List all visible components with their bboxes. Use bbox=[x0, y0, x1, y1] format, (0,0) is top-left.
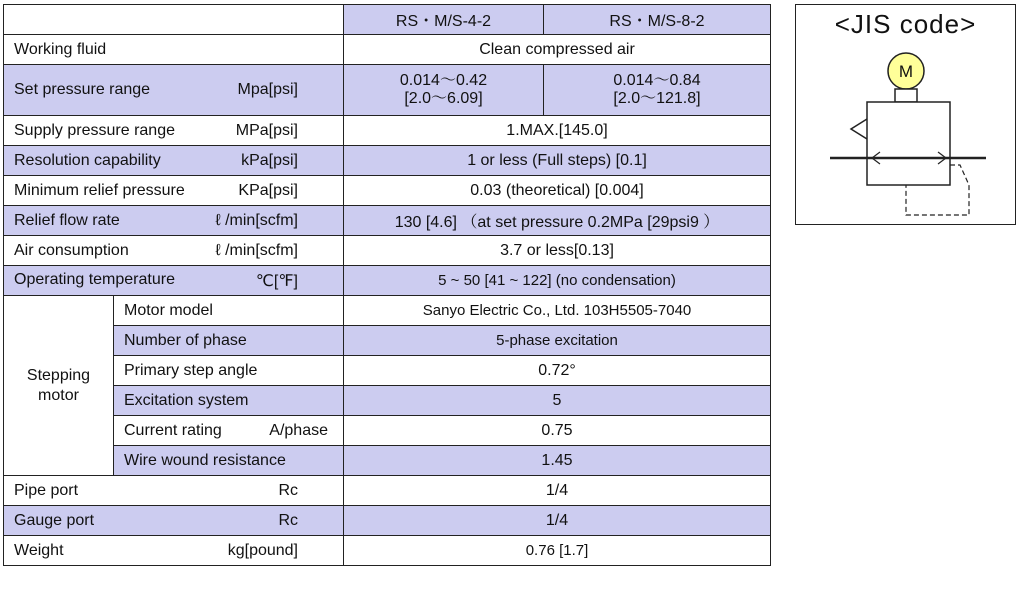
relief-flow-unit: ℓ /min[scfm] bbox=[215, 211, 298, 229]
weight-unit: kg[pound] bbox=[227, 541, 298, 559]
supply-pressure-label: Supply pressure range bbox=[14, 121, 175, 139]
row-pipe-port bbox=[4, 476, 771, 506]
header-row bbox=[4, 5, 771, 35]
resolution-label: Resolution capability bbox=[14, 151, 161, 169]
regulator-body bbox=[867, 102, 950, 185]
pipe-port-value: 1/4 bbox=[344, 476, 771, 506]
row-weight bbox=[4, 536, 771, 566]
excitation-label: Excitation system bbox=[124, 391, 249, 409]
step-angle-value: 0.72° bbox=[344, 356, 771, 386]
operating-temp-label: Operating temperature bbox=[14, 270, 175, 288]
current-label: Current rating bbox=[124, 421, 222, 439]
air-consumption-value: 3.7 or less[0.13] bbox=[344, 236, 771, 266]
current-value: 0.75 bbox=[344, 416, 771, 446]
jis-code-title: <JIS code> bbox=[834, 9, 977, 39]
spring-symbol bbox=[851, 119, 867, 139]
step-angle-label: Primary step angle bbox=[124, 361, 258, 379]
row-gauge-port bbox=[4, 506, 771, 536]
relief-flow-value: 130 [4.6] （at set pressure 0.2MPa [29psi9 ） bbox=[344, 206, 771, 236]
resistance-label: Wire wound resistance bbox=[124, 451, 286, 469]
header-model-1: RS・M/S-4-2 bbox=[344, 5, 544, 35]
motor-model-value: Sanyo Electric Co., Ltd. 103H5505-7040 bbox=[344, 296, 771, 326]
min-relief-label: Minimum relief pressure bbox=[14, 181, 185, 199]
supply-pressure-unit: MPa[psi] bbox=[235, 121, 298, 139]
supply-pressure-value: 1.MAX.[145.0] bbox=[344, 116, 771, 146]
row-operating-temp bbox=[4, 266, 771, 296]
min-relief-value: 0.03 (theoretical) [0.004] bbox=[344, 176, 771, 206]
stepping-motor-label: Stepping motor bbox=[26, 366, 91, 404]
weight-label: Weight bbox=[14, 541, 64, 559]
set-pressure-value-2: 0.014～0.84 [2.0～121.8] bbox=[613, 72, 701, 107]
phase-label: Number of phase bbox=[124, 331, 247, 349]
operating-temp-unit: ℃[℉] bbox=[255, 272, 298, 290]
operating-temp-value: 5 ~ 50 [41 ~ 122] (no condensation) bbox=[344, 266, 771, 296]
air-consumption-label: Air consumption bbox=[14, 241, 129, 259]
row-set-pressure bbox=[4, 65, 771, 116]
jis-code-panel bbox=[795, 4, 1016, 225]
row-motor-model bbox=[4, 296, 771, 326]
set-pressure-label: Set pressure range bbox=[14, 81, 151, 98]
header-blank-cell bbox=[4, 5, 344, 35]
header-model-2: RS・M/S-8-2 bbox=[544, 5, 771, 35]
jis-regulator-symbol bbox=[796, 5, 1017, 226]
working-fluid-value: Clean compressed air bbox=[344, 35, 771, 65]
motor-symbol-label: M bbox=[898, 62, 914, 81]
row-min-relief bbox=[4, 176, 771, 206]
gauge-port-value: 1/4 bbox=[344, 506, 771, 536]
row-relief-flow bbox=[4, 206, 771, 236]
row-resolution bbox=[4, 146, 771, 176]
row-excitation bbox=[4, 386, 771, 416]
set-pressure-unit: Mpa[psi] bbox=[237, 81, 298, 98]
excitation-value: 5 bbox=[344, 386, 771, 416]
working-fluid-label: Working fluid bbox=[14, 40, 107, 58]
motor-shaft-coupling bbox=[895, 89, 917, 102]
current-unit: A/phase bbox=[269, 421, 328, 439]
spec-table bbox=[3, 4, 771, 566]
row-air-consumption bbox=[4, 236, 771, 266]
pipe-port-label: Pipe port bbox=[14, 481, 79, 499]
row-phase bbox=[4, 326, 771, 356]
gauge-port-unit: Rc bbox=[278, 511, 298, 529]
row-working-fluid bbox=[4, 35, 771, 65]
weight-value: 0.76 [1.7] bbox=[344, 536, 771, 566]
row-resistance bbox=[4, 446, 771, 476]
min-relief-unit: KPa[psi] bbox=[238, 181, 298, 199]
air-consumption-unit: ℓ /min[scfm] bbox=[215, 241, 298, 259]
row-supply-pressure bbox=[4, 116, 771, 146]
resistance-value: 1.45 bbox=[344, 446, 771, 476]
relief-flow-label: Relief flow rate bbox=[14, 211, 120, 229]
row-current bbox=[4, 416, 771, 446]
resolution-unit: kPa[psi] bbox=[241, 151, 298, 169]
motor-model-label: Motor model bbox=[124, 301, 213, 319]
phase-value: 5-phase excitation bbox=[344, 326, 771, 356]
gauge-port-label: Gauge port bbox=[14, 511, 95, 529]
pipe-port-unit: Rc bbox=[278, 481, 298, 499]
row-step-angle bbox=[4, 356, 771, 386]
set-pressure-value-1: 0.014～0.42 [2.0～6.09] bbox=[399, 72, 488, 107]
resolution-value: 1 or less (Full steps) [0.1] bbox=[344, 146, 771, 176]
